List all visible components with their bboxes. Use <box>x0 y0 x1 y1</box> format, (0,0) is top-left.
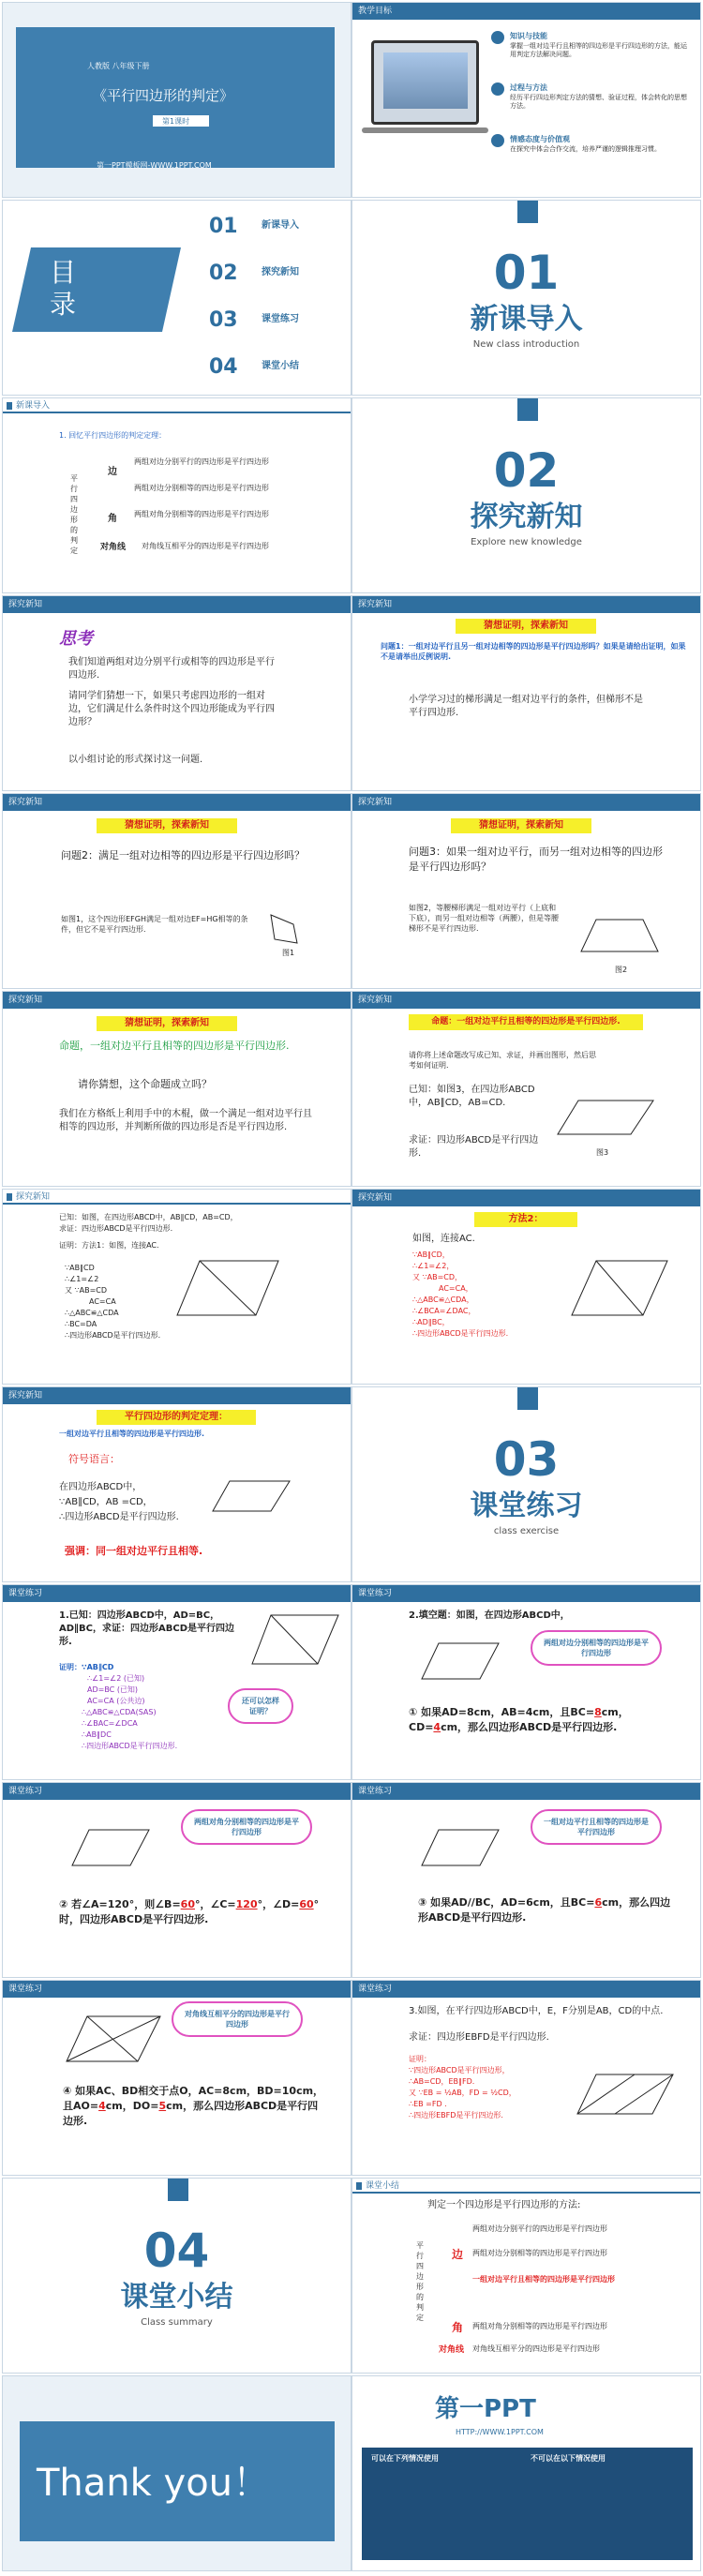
slide-14-method-2[interactable] <box>352 1189 701 1385</box>
brand-url[interactable]: HTTP://WWW.1PPT.COM <box>456 2428 544 2436</box>
cover-title: 《平行四边形的判定》 <box>93 87 234 104</box>
slide-23-section-04[interactable] <box>2 2178 352 2374</box>
slide-header: 新课导入 <box>3 398 351 413</box>
edge-label: 边 <box>108 467 117 477</box>
proof-line-7: ∴四边形ABCD是平行四边形. <box>65 1331 161 1340</box>
hint-cloud: 还可以怎样证明？ <box>228 1688 293 1724</box>
answer-1: 8 <box>594 1706 602 1718</box>
slide-header: 探究新知 <box>3 794 351 811</box>
summary-rule-1: 两组对边分别平行的四边形是平行四边形 <box>472 2224 607 2233</box>
forbidden-heading: 不可以在以下情况使用 <box>531 2454 606 2463</box>
proof-line-2: AD=BC (已知) <box>87 1685 139 1694</box>
slide-7-think[interactable] <box>2 595 352 791</box>
goal-3-icon <box>491 134 504 147</box>
fill-line: ② 若∠A=120°，则∠B=60°，∠C=120°，∠D=60°时，四边形ABCD是平行四边形. <box>59 1898 320 1925</box>
slide-header: 课堂练习 <box>3 1585 351 1602</box>
topic-box: 猜想证明，探索新知 <box>97 818 237 833</box>
emphasis: 强调：同一组对边平行且相等. <box>65 1545 203 1557</box>
review-side: 平行四边形的判定 <box>70 474 78 555</box>
slide-header: 课堂练习 <box>352 1783 700 1800</box>
goal-1-text: 掌握一组对边平行且相等的四边形是平行四边形的方法，能运用判定方法解决问题。 <box>510 42 687 58</box>
slide-3-toc[interactable] <box>2 200 352 396</box>
section-title: 新课导入 <box>470 303 583 336</box>
review-rule-1: 两组对边分别平行的四边形是平行四边形 <box>134 457 269 466</box>
answer-1: 60 <box>180 1898 195 1910</box>
slide-header: 课堂小结 <box>352 2179 700 2194</box>
proof-line-2: ∴AB=CD，EB∥FD. <box>409 2077 475 2086</box>
section-title: 探究新知 <box>470 501 583 533</box>
slide-18-exercise-2[interactable] <box>352 1584 701 1780</box>
slide-header: 探究新知 <box>352 794 700 811</box>
summary-rule-2: 两组对边分别相等的四边形是平行四边形 <box>472 2249 607 2257</box>
method-line: 证明：方法1：如图，连接AC. <box>59 1241 159 1250</box>
summary-question: 判定一个四边形是平行四边形的方法: <box>427 2200 581 2210</box>
theorem-figure <box>209 1477 293 1515</box>
toc-no-3: 03 <box>209 308 238 332</box>
slide-20-exercise-2c[interactable] <box>352 1782 701 1978</box>
section-number: 01 <box>493 246 560 300</box>
review-rule-4: 对角线互相平分的四边形是平行四边形 <box>142 542 269 550</box>
slide-header: 课堂练习 <box>3 1981 351 1998</box>
proof-line-3: AC=CA (公共边) <box>87 1697 145 1705</box>
toc-title: 目录 <box>50 257 77 320</box>
proof-line-4: AC=CA <box>89 1297 116 1306</box>
summary-side: 平行四边形的判定 <box>416 2241 424 2322</box>
ribbon <box>517 398 538 421</box>
answer-2: 5 <box>158 2100 167 2112</box>
proof-line-4: ∴△ABC≌△CDA(SAS) <box>82 1708 157 1716</box>
theorem-box: 平行四边形的判定定理： <box>97 1410 256 1425</box>
exercise-figure <box>418 1824 502 1871</box>
review-rule-2: 两组对边分别相等的四边形是平行四边形 <box>134 484 269 492</box>
answer-2: 4 <box>433 1721 441 1733</box>
exercise-figure <box>63 2011 166 2067</box>
think-p1: 我们知道两组对边分别平行或相等的四边形是平行四边形. <box>68 657 275 681</box>
proof-line-6: ∴AB∥DC <box>82 1730 112 1739</box>
proof-line-1: ∵AB∥CD <box>65 1264 95 1272</box>
slide-header: 课堂练习 <box>3 1783 351 1800</box>
proof-line-5: ∴四边形EBFD是平行四边形. <box>409 2111 503 2119</box>
exercise-2: 2.填空题：如图，在四边形ABCD中， <box>409 1610 570 1621</box>
problem-1-answer: 小学学习过的梯形满足一组对边平行的条件，但梯形不是平行四边形. <box>409 695 643 718</box>
slide-header: 课堂练习 <box>352 1585 700 1602</box>
section-number: 02 <box>493 443 560 498</box>
section-subtitle: New class introduction <box>472 339 580 350</box>
laptop-illustration <box>371 40 479 125</box>
slide-1-cover[interactable] <box>2 2 352 198</box>
exercise-1: 1.已知：四边形ABCD中，AD=BC，AD∥BC，求证：四边形ABCD是平行四边形. <box>59 1610 235 1647</box>
figure-2 <box>577 914 662 961</box>
slide-2-goals[interactable] <box>352 2 701 198</box>
summary-rule-5: 对角线互相平分的四边形是平行四边形 <box>472 2344 600 2353</box>
terms-panel <box>362 2448 693 2560</box>
proof-figure <box>172 1255 284 1321</box>
problem-3-answer: 如图2，等腰梯形满足一组对边平行（上底和下底），而另一组对边相等（两腰），但是等腰梯形不是平行四边形. <box>409 904 559 933</box>
method-line: 如图，连接AC. <box>412 1234 475 1244</box>
slide-25-thanks[interactable] <box>2 2375 352 2571</box>
review-rule-3: 两组对角分别相等的四边形是平行四边形 <box>134 510 269 518</box>
proof-line-5: ∴∠BAC=∠DCA <box>82 1719 138 1728</box>
topic-box: 猜想证明，探索新知 <box>451 818 591 833</box>
slide-5-review[interactable] <box>2 397 352 593</box>
problem-1: 问题1：一组对边平行且另一组对边相等的四边形是平行四边形吗？如果是请给出证明，如果不是请举出反例说明. <box>381 642 686 661</box>
toc-no-1: 01 <box>209 215 238 238</box>
slide-header: 探究新知 <box>3 992 351 1009</box>
topic-box: 猜想证明，探索新知 <box>456 619 596 634</box>
answer-2: 120 <box>235 1898 258 1910</box>
proof-line-4: AC=CA， <box>439 1284 473 1293</box>
slide-header: 探究新知 <box>352 596 700 613</box>
section-title: 课堂小结 <box>120 2281 233 2314</box>
slide-4-section-01[interactable] <box>352 200 701 396</box>
slide-10-problem-3[interactable] <box>352 793 701 989</box>
slide-header: 探究新知 <box>3 596 351 613</box>
problem-2-answer: 如图1，这个四边形EFGH满足一组对边EF=HG相等的条件，但它不是平行四边形. <box>61 915 248 934</box>
goal-2-icon <box>491 82 504 96</box>
exercise-figure <box>418 1638 502 1685</box>
proof-line-3: 又 ∵EB = ½AB，FD = ½CD， <box>409 2089 516 2097</box>
think-label: 思考 <box>59 629 93 649</box>
slide-header: 探究新知 <box>352 992 700 1009</box>
symbol-line-1: 在四边形ABCD中， <box>59 1482 142 1492</box>
proposition: 命题，一组对边平行且相等的四边形是平行四边形. <box>59 1040 290 1052</box>
slide-header: 探究新知 <box>3 1190 351 1205</box>
toc-no-2: 02 <box>209 262 238 285</box>
section-subtitle: class exercise <box>493 1526 560 1536</box>
laptop-base <box>362 127 488 133</box>
slide-26-brand[interactable] <box>352 2375 701 2571</box>
prove-text: 求证：四边形ABCD是平行四边形. <box>59 1224 173 1233</box>
answer-1: 6 <box>594 1896 603 1909</box>
fill-line: ④ 如果AC、BD相交于点O，AC=8cm，BD=10cm，且AO=4cm，DO=5cm，那么四边形ABCD是平行四边形. <box>63 2085 324 2127</box>
figure-1 <box>265 911 303 949</box>
cover-tag: 人教版 八年级下册 <box>87 62 150 70</box>
topic-box: 猜想证明，探索新知 <box>97 1016 237 1031</box>
proof-line-5: ∴△ABC≌△CDA <box>65 1309 119 1317</box>
section-title: 课堂练习 <box>470 1490 583 1522</box>
proof-line-1: ∵四边形ABCD是平行四边形， <box>409 2066 510 2074</box>
edge-label: 边 <box>452 2248 464 2261</box>
exercise-figure <box>248 1611 342 1668</box>
proposition-box: 命题：一组对边平行且相等的四边形是平行四边形. <box>409 1014 643 1030</box>
proof-line-6: ∴BC=DA <box>65 1320 97 1328</box>
prove-text: 求证：四边形ABCD是平行四边形. <box>409 1135 539 1159</box>
cover-footer: 第一PPT模板网-WWW.1PPT.COM <box>97 161 212 170</box>
proof-line-7: ∴AD∥BC， <box>412 1318 450 1326</box>
slide-9-problem-2[interactable] <box>2 793 352 989</box>
problem-2: 问题2：满足一组对边相等的四边形是平行四边形吗？ <box>61 849 305 861</box>
symbol-line-3: ∴四边形ABCD是平行四边形. <box>59 1512 179 1522</box>
figure-1-caption: 图1 <box>282 949 295 957</box>
proof-line-4: ∴EB =FD . <box>409 2100 447 2108</box>
slide-21-exercise-2d[interactable] <box>2 1980 352 2176</box>
toc-no-4: 04 <box>209 355 238 379</box>
diag-label: 对角线 <box>439 2345 465 2355</box>
rewrite-instruction: 请你将上述命题改写成已知、求证，并画出图形，然后思考如何证明. <box>409 1051 596 1070</box>
proof-figure <box>568 1255 671 1321</box>
problem-3: 问题3：如果一组对边平行，而另一组对边相等的四边形是平行四边形吗？ <box>409 846 663 873</box>
prove-text: 求证：四边形EBFD是平行四边形. <box>409 2032 549 2043</box>
ribbon <box>517 201 538 223</box>
figure-3 <box>554 1095 657 1142</box>
angle-label: 角 <box>108 514 117 524</box>
goal-3-text: 在探究中体会合作交流，培养严谨的逻辑推理习惯。 <box>510 145 661 153</box>
guess-question: 请你猜想，这个命题成立吗？ <box>78 1078 212 1090</box>
proof-line-6: ∴∠BCA=∠DAC， <box>412 1307 476 1315</box>
slide-13-method-1[interactable] <box>2 1189 352 1385</box>
proof-line-2: ∴∠1=∠2 <box>65 1275 99 1283</box>
proof-line-1: ∴∠1=∠2 (已知) <box>87 1674 145 1683</box>
review-question: 1. 回忆平行四边形的判定定理： <box>59 431 167 440</box>
fill-line: ③ 如果AD//BC，AD=6cm，且BC=6cm，那么四边形ABCD是平行四边形. <box>418 1896 671 1924</box>
slide-16-section-03[interactable] <box>352 1386 701 1582</box>
summary-rule-4: 两组对角分别相等的四边形是平行四边形 <box>472 2322 607 2330</box>
section-number: 04 <box>143 2224 210 2278</box>
slide-header: 教学目标 <box>352 3 700 20</box>
proof-line-1: ∵AB∥CD， <box>412 1251 450 1259</box>
toc-item-4[interactable]: 课堂小结 <box>262 361 299 371</box>
slide-8-problem-1[interactable] <box>352 595 701 791</box>
exercise-figure <box>68 1824 153 1871</box>
slide-11-proposition[interactable] <box>2 991 352 1187</box>
answer-3: 60 <box>299 1898 314 1910</box>
angle-label: 角 <box>452 2321 464 2334</box>
exercise-figure <box>574 2071 677 2118</box>
given-text: 已知：如图3，在四边形ABCD中，AB∥CD，AB=CD. <box>409 1085 535 1108</box>
hint-cloud: 两组对角分别相等的四边形是平行四边形 <box>181 1809 312 1845</box>
section-subtitle: Explore new knowledge <box>471 537 582 547</box>
goal-3-title: 情感态度与价值观 <box>510 135 570 143</box>
proof-line-3: 又 ∵AB=CD， <box>412 1273 463 1281</box>
hint-cloud: 对角线互相平分的四边形是平行四边形 <box>172 2001 303 2037</box>
ribbon <box>168 2179 188 2201</box>
slide-15-theorem[interactable] <box>2 1386 352 1582</box>
slide-24-summary[interactable] <box>352 2178 701 2374</box>
symbol-line-2: ∵AB∥CD，AB =CD， <box>59 1497 153 1507</box>
proof-line-7: ∴四边形ABCD是平行四边形. <box>82 1742 178 1750</box>
hint-cloud: 一组对边平行且相等的四边形是平行四边形 <box>531 1809 662 1845</box>
slide-header: 课堂练习 <box>352 1981 700 1998</box>
brand-logo: 第一PPT <box>435 2395 536 2423</box>
slide-19-exercise-2b[interactable] <box>2 1782 352 1978</box>
goal-1-icon <box>491 31 504 44</box>
proof-start: 证明：∵AB∥CD <box>59 1663 114 1671</box>
goal-2-text: 经历平行四边形判定方法的猜想、验证过程，体会转化的思想方法。 <box>510 94 687 110</box>
toc-item-2[interactable]: 探究新知 <box>262 267 299 277</box>
exercise-3: 3.如图，在平行四边形ABCD中，E，F分别是AB，CD的中点. <box>409 2006 664 2016</box>
summary-rule-3: 一组对边平行且相等的四边形是平行四边形 <box>472 2275 615 2284</box>
hint-cloud: 两组对边分别相等的四边形是平行四边形 <box>531 1630 662 1666</box>
section-number: 03 <box>493 1432 560 1487</box>
slide-6-section-02[interactable] <box>352 397 701 593</box>
slide-header: 探究新知 <box>3 1387 351 1404</box>
goal-2-title: 过程与方法 <box>510 83 547 92</box>
allowed-heading: 可以在下列情况使用 <box>371 2454 439 2463</box>
method-box: 方法2： <box>474 1212 577 1227</box>
figure-2-caption: 图2 <box>615 966 628 974</box>
symbol-label: 符号语言： <box>68 1453 120 1465</box>
toc-item-1[interactable]: 新课导入 <box>262 220 299 231</box>
answer-1: 4 <box>98 2100 106 2112</box>
theorem-text: 一组对边平行且相等的四边形是平行四边形. <box>59 1430 205 1438</box>
proof-line-8: ∴四边形ABCD是平行四边形. <box>412 1329 509 1338</box>
think-p2: 请同学们猜想一下，如果只考虑四边形的一组对边，它们满足什么条件时这个四边形能成为平行四边形？ <box>68 691 275 727</box>
period-label: 第1课时 <box>162 117 190 126</box>
slide-17-exercise-1[interactable] <box>2 1584 352 1780</box>
proof-line-3: 又 ∵AB=CD <box>65 1286 108 1295</box>
thanks-text: Thank you！ <box>37 2462 271 2505</box>
proof-line-0: 证明： <box>409 2055 431 2063</box>
figure-3-caption: 图3 <box>596 1148 609 1157</box>
slide-12-given[interactable] <box>352 991 701 1187</box>
think-p3: 以小组讨论的形式探讨这一问题. <box>68 755 203 765</box>
slide-header: 探究新知 <box>352 1190 700 1206</box>
fill-line: ① 如果AD=8cm，AB=4cm，且BC=8cm，CD=4cm，那么四边形ABCD是平行四边形. <box>409 1706 629 1733</box>
activity-text: 我们在方格纸上利用手中的木棍，做一个满足一组对边平行且相等的四边形，并判断所做的四边形是否是平行四边形. <box>59 1109 312 1132</box>
slide-22-exercise-3[interactable] <box>352 1980 701 2176</box>
given-text: 已知：如图，在四边形ABCD中，AB∥CD，AB=CD， <box>59 1213 238 1221</box>
ribbon <box>517 1387 538 1410</box>
proof-line-2: ∴∠1=∠2， <box>412 1262 455 1270</box>
section-subtitle: Class summary <box>141 2317 213 2328</box>
toc-item-3[interactable]: 课堂练习 <box>262 314 299 324</box>
proof-line-5: ∴△ABC≌△CDA， <box>412 1295 474 1304</box>
goal-1-title: 知识与技能 <box>510 32 547 40</box>
diag-label: 对角线 <box>100 543 127 552</box>
